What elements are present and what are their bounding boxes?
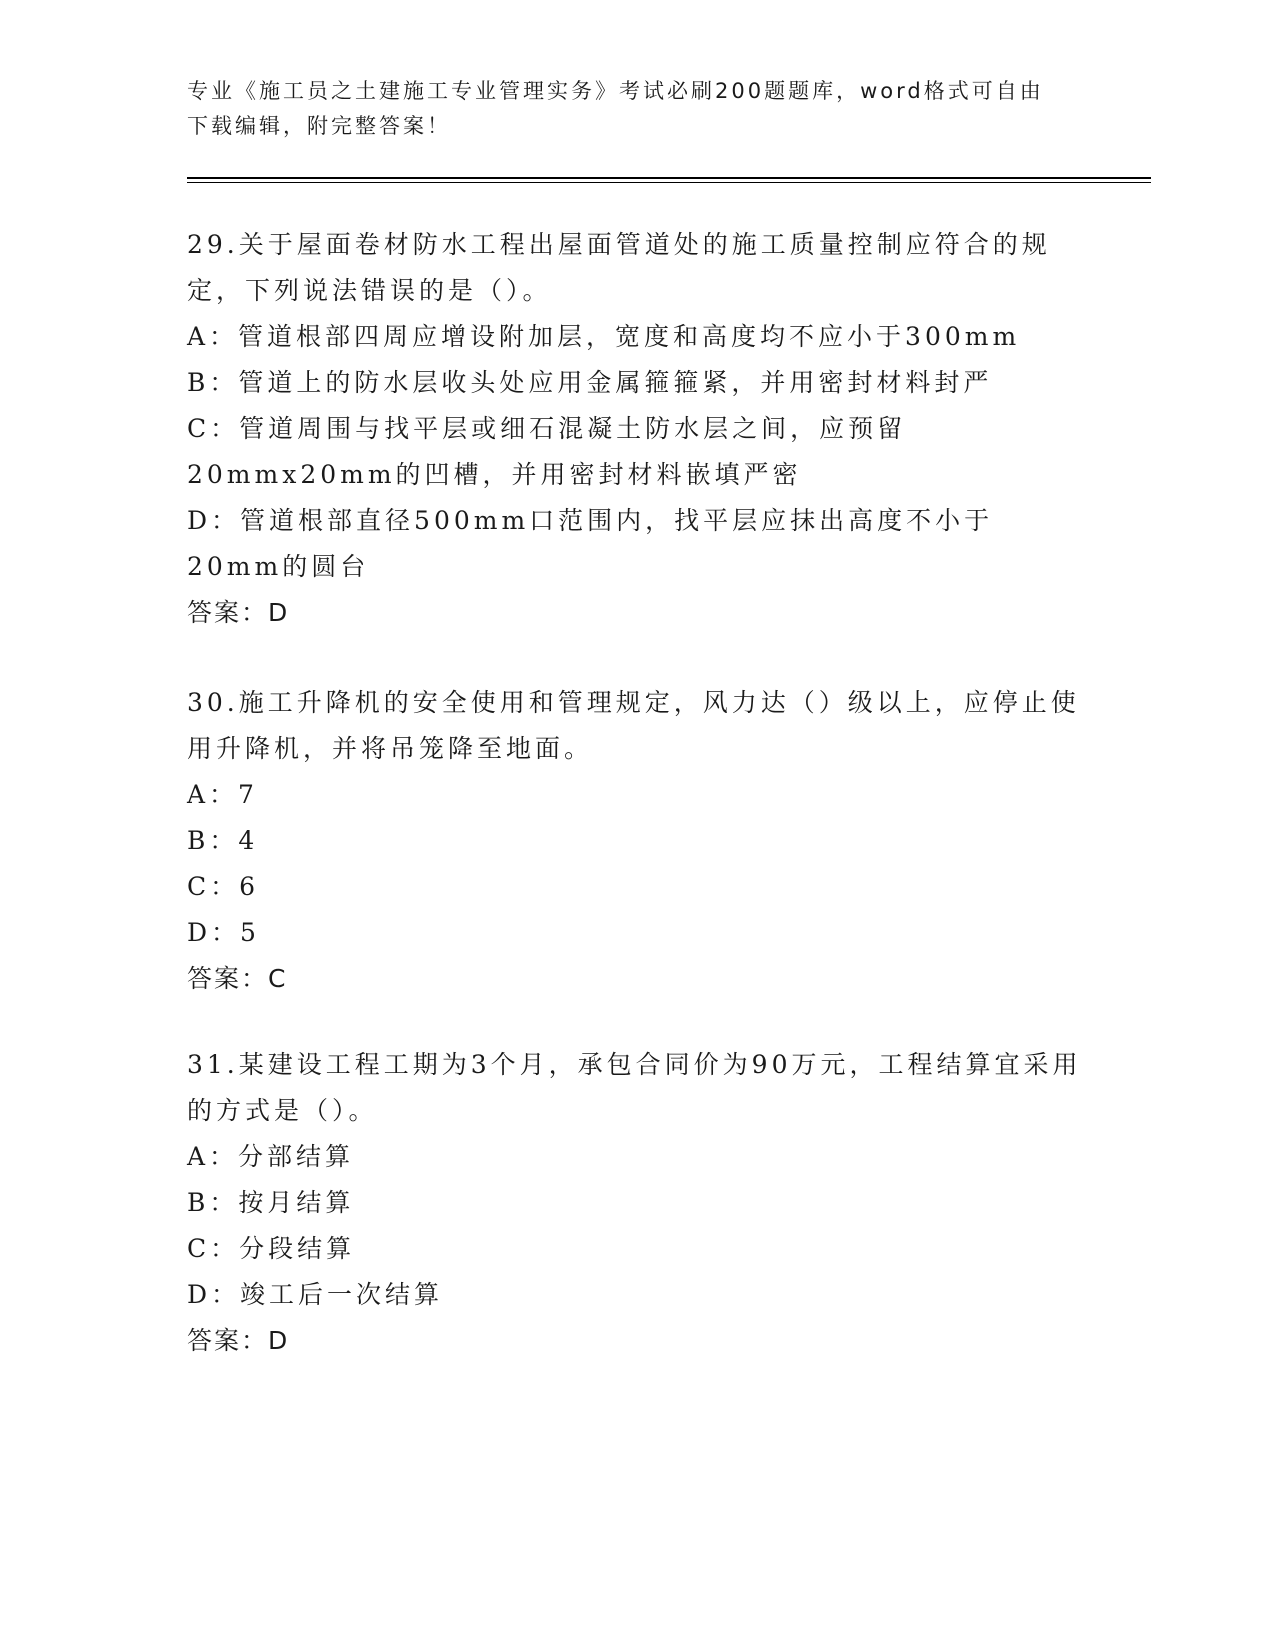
option-b: B：按月结算 xyxy=(187,1188,355,1217)
option-a: A：7 xyxy=(187,780,258,809)
answer: 答案：D xyxy=(187,1326,290,1355)
question-31 xyxy=(187,1042,1087,1364)
option-d: D：5 xyxy=(187,918,260,947)
option-a: A：管道根部四周应增设附加层，宽度和高度均不应小于300mm xyxy=(187,322,1021,351)
option-c: C：管道周围与找平层或细石混凝土防水层之间，应预留20mmx20mm的凹槽，并用密封材料嵌填严密 xyxy=(187,414,907,489)
question-stem: 30.施工升降机的安全使用和管理规定，风力达（）级以上，应停止使用升降机，并将吊笼降至地面。 xyxy=(187,688,1080,763)
answer: 答案：C xyxy=(187,964,288,993)
header-divider-thick xyxy=(187,177,1151,179)
question-30 xyxy=(187,680,1087,1002)
header-divider-thin xyxy=(187,182,1151,183)
option-d: D：管道根部直径500mm口范围内，找平层应抹出高度不小于20mm的圆台 xyxy=(187,506,994,581)
answer: 答案：D xyxy=(187,598,290,627)
option-c: C：分段结算 xyxy=(187,1234,356,1263)
question-stem: 29.关于屋面卷材防水工程出屋面管道处的施工质量控制应符合的规定，下列说法错误的是（）。 xyxy=(187,230,1051,305)
option-a: A：分部结算 xyxy=(187,1142,355,1171)
option-b: B：管道上的防水层收头处应用金属箍箍紧，并用密封材料封严 xyxy=(187,368,993,397)
option-d: D：竣工后一次结算 xyxy=(187,1280,444,1309)
question-stem: 31.某建设工程工期为3个月，承包合同价为90万元，工程结算宜采用的方式是（）。 xyxy=(187,1050,1082,1125)
option-b: B：4 xyxy=(187,826,259,855)
option-c: C：6 xyxy=(187,872,260,901)
question-29 xyxy=(187,222,1087,636)
document-header: 专业《施工员之土建施工专业管理实务》考试必刷200题题库，word格式可自由下载编辑，附完整答案！ xyxy=(187,79,1044,138)
